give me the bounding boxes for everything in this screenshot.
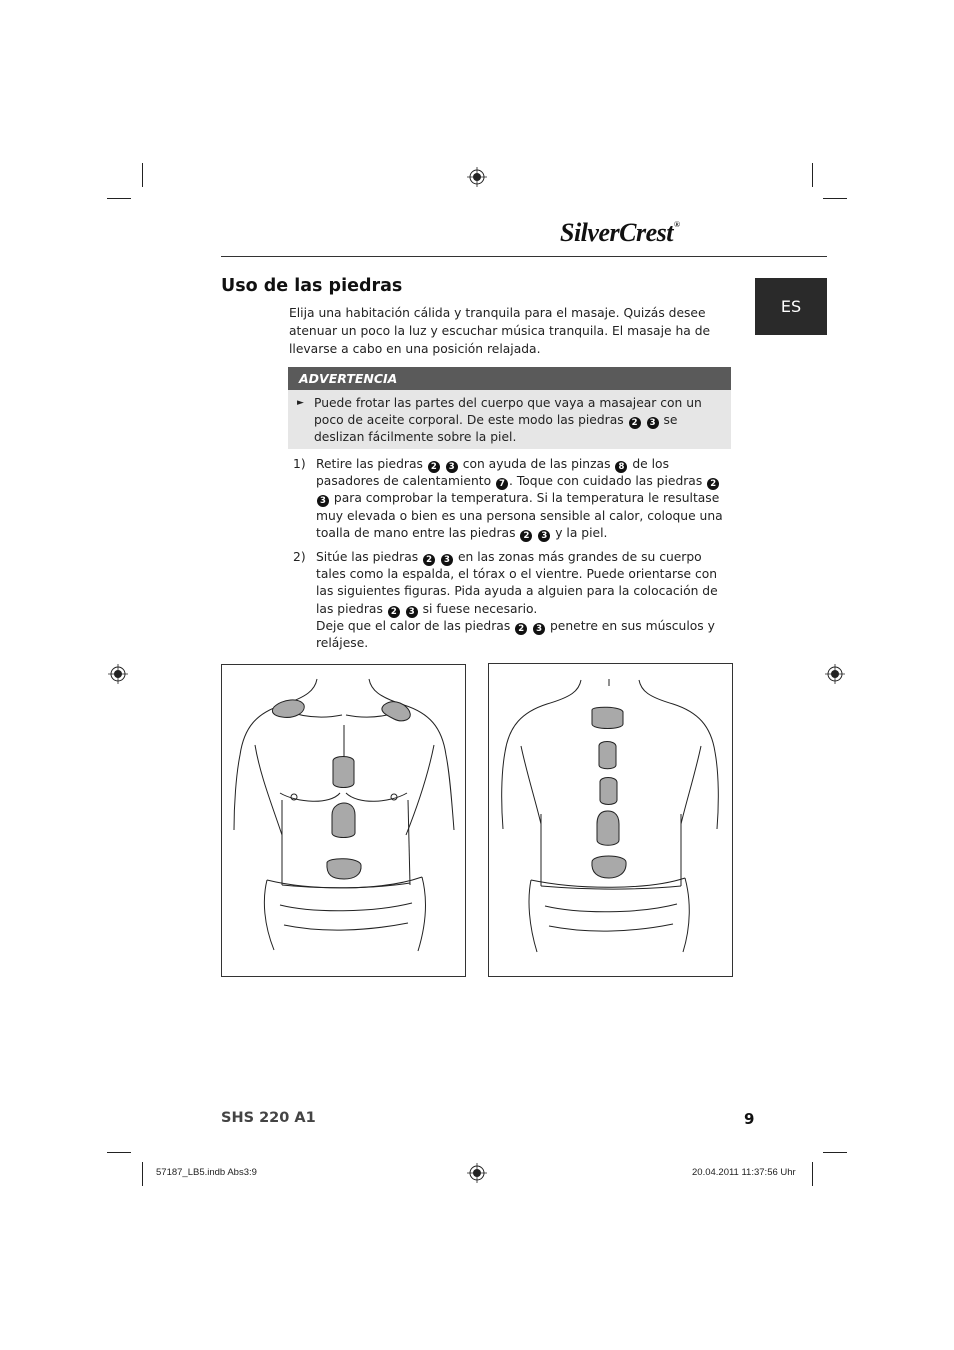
crop-mark [823, 1152, 847, 1153]
warning-text: Puede frotar las partes del cuerpo que vaya a masajear con un poco de aceite corporal. De este modo las piedras 2 3 se deslizan fácilmente sobre la piel. [314, 396, 702, 444]
step-number: 2) [293, 550, 306, 564]
crop-mark [142, 1162, 143, 1186]
figure-back-torso [488, 663, 733, 977]
ref-badge: 2 [428, 461, 440, 473]
crop-mark [107, 198, 131, 199]
warning-body [288, 390, 731, 449]
warning-heading [288, 367, 731, 390]
registration-mark-icon [825, 664, 845, 684]
section-title: Uso de las piedras [221, 276, 403, 296]
ref-badge: 2 [515, 623, 527, 635]
ref-badge: 3 [441, 554, 453, 566]
ref-badge: 3 [538, 530, 550, 542]
registration-mark-icon [467, 1163, 487, 1183]
registered-mark: ® [673, 220, 680, 229]
ref-badge: 2 [520, 530, 532, 542]
crop-mark [823, 198, 847, 199]
intro-paragraph: Elija una habitación cálida y tranquila para el masaje. Quizás desee atenuar un poco la luz y escuchar música tranquila. El masaje ha de llevarse a cabo en una posición relajada. [289, 306, 711, 356]
ref-badge: 3 [406, 606, 418, 618]
figure-front-torso [221, 664, 466, 977]
registration-mark-icon [108, 664, 128, 684]
step-2 [293, 549, 733, 651]
step-text: Sitúe las piedras 2 3 en las zonas más grandes de su cuerpo tales como la espalda, el tórax o el vientre. Puede orientarse con las siguientes figuras. Pida ayuda a alguien para la colocación de las piedras 2 3 si fuese necesario. Deje que el calor de las piedras 2 3 penetre en sus músculos y relájese. [316, 550, 718, 651]
header-rule [221, 256, 827, 257]
crop-mark [142, 163, 143, 187]
ref-badge: 3 [317, 495, 329, 507]
language-tab [755, 278, 827, 335]
front-torso-illustration [222, 665, 465, 976]
ref-badge: 3 [647, 417, 659, 429]
bullet-arrow-icon: ► [297, 398, 304, 408]
ref-badge: 2 [629, 417, 641, 429]
ref-badge: 3 [446, 461, 458, 473]
crop-mark [812, 163, 813, 187]
step-text: Retire las piedras 2 3 con ayuda de las pinzas 8 de los pasadores de calentamiento 7 . Toque con cuidado las piedras 2 3 para comprobar la temperatura. Si la temperatura le resultase muy elevada o bien es una persona sensible al calor, coloque una toalla de mano entre las piedras 2 3 y la piel. [316, 457, 723, 541]
registration-mark-icon [467, 167, 487, 187]
ref-badge: 2 [423, 554, 435, 566]
ref-badge: 2 [388, 606, 400, 618]
language-label: ES [780, 297, 802, 316]
crop-mark [812, 1162, 813, 1186]
warning-heading-label: ADVERTENCIA [299, 371, 398, 386]
brand-name: SilverCrest [560, 218, 673, 247]
ref-badge: 3 [533, 623, 545, 635]
back-torso-illustration [489, 664, 732, 976]
step-1 [293, 456, 733, 544]
print-slug-timestamp: 20.04.2011 11:37:56 Uhr [692, 1167, 796, 1178]
brand-logo [560, 218, 750, 252]
step-number: 1) [293, 457, 306, 471]
print-slug-file: 57187_LB5.indb Abs3:9 [156, 1167, 257, 1178]
ref-badge: 2 [707, 478, 719, 490]
ref-badge: 8 [615, 461, 627, 473]
crop-mark [107, 1152, 131, 1153]
ref-badge: 7 [496, 478, 508, 490]
model-number: SHS 220 A1 [221, 1110, 316, 1126]
page-number: 9 [744, 1110, 755, 1128]
